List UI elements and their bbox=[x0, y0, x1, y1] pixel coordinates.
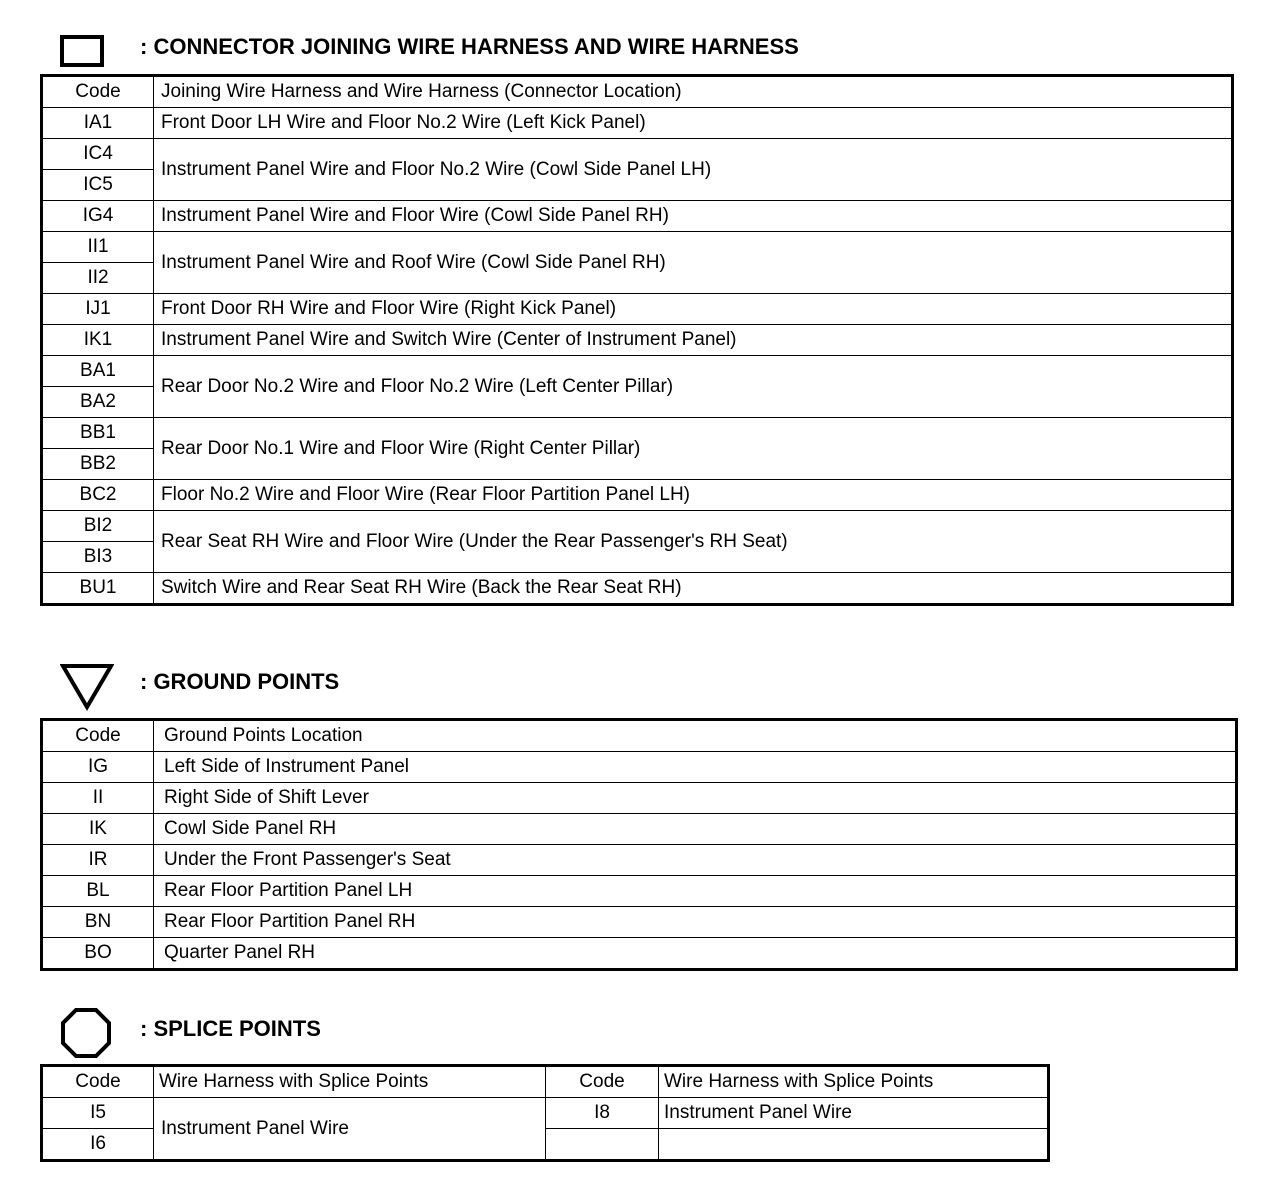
splice-table bbox=[40, 1064, 1050, 1162]
description-cell: Right Side of Shift Lever bbox=[154, 783, 1237, 814]
empty-cell bbox=[546, 1129, 659, 1161]
header-description: Joining Wire Harness and Wire Harness (Connector Location) bbox=[154, 76, 1233, 108]
description-cell: Rear Door No.1 Wire and Floor Wire (Right Center Pillar) bbox=[154, 418, 1233, 480]
table-row bbox=[42, 907, 1237, 938]
description-cell: Instrument Panel Wire and Floor Wire (Cowl Side Panel RH) bbox=[154, 201, 1233, 232]
header-description-2: Wire Harness with Splice Points bbox=[659, 1066, 1049, 1098]
table-row bbox=[42, 938, 1237, 970]
description-cell: Instrument Panel Wire bbox=[659, 1098, 1049, 1129]
code-cell: BA1 bbox=[42, 356, 154, 387]
code-cell: BU1 bbox=[42, 573, 154, 605]
description-cell: Rear Door No.2 Wire and Floor No.2 Wire (Left Center Pillar) bbox=[154, 356, 1233, 418]
header-code-2: Code bbox=[546, 1066, 659, 1098]
description-cell: Instrument Panel Wire and Roof Wire (Cowl Side Panel RH) bbox=[154, 232, 1233, 294]
description-cell: Rear Seat RH Wire and Floor Wire (Under the Rear Passenger's RH Seat) bbox=[154, 511, 1233, 573]
code-cell: IG4 bbox=[42, 201, 154, 232]
header-code: Code bbox=[42, 1066, 154, 1098]
code-cell: BC2 bbox=[42, 480, 154, 511]
description-cell: Under the Front Passenger's Seat bbox=[154, 845, 1237, 876]
table-row bbox=[42, 876, 1237, 907]
header-code: Code bbox=[42, 720, 154, 752]
table-header-row bbox=[42, 720, 1237, 752]
code-cell: IG bbox=[42, 752, 154, 783]
header-description: Wire Harness with Splice Points bbox=[154, 1066, 546, 1098]
code-cell: II bbox=[42, 783, 154, 814]
code-cell: BI2 bbox=[42, 511, 154, 542]
code-cell: BB1 bbox=[42, 418, 154, 449]
code-cell: I5 bbox=[42, 1098, 154, 1129]
table-row bbox=[42, 356, 1233, 387]
code-cell: IR bbox=[42, 845, 154, 876]
table-row bbox=[42, 139, 1233, 170]
header-code: Code bbox=[42, 76, 154, 108]
table-row bbox=[42, 814, 1237, 845]
table-row bbox=[42, 325, 1233, 356]
code-cell: I8 bbox=[546, 1098, 659, 1129]
ground-section-title: : GROUND POINTS bbox=[140, 669, 340, 694]
description-cell: Switch Wire and Rear Seat RH Wire (Back the Rear Seat RH) bbox=[154, 573, 1233, 605]
table-row bbox=[42, 294, 1233, 325]
code-cell: BL bbox=[42, 876, 154, 907]
code-cell: IK1 bbox=[42, 325, 154, 356]
triangle-down-icon bbox=[60, 663, 114, 716]
ground-table bbox=[40, 718, 1238, 971]
code-cell: BB2 bbox=[42, 449, 154, 480]
code-cell: IC4 bbox=[42, 139, 154, 170]
table-header-row bbox=[42, 76, 1233, 108]
description-cell: Floor No.2 Wire and Floor Wire (Rear Floor Partition Panel LH) bbox=[154, 480, 1233, 511]
rectangle-icon bbox=[60, 35, 104, 72]
splice-section-title: : SPLICE POINTS bbox=[140, 1016, 321, 1041]
code-cell: BI3 bbox=[42, 542, 154, 573]
table-row bbox=[42, 573, 1233, 605]
table-row bbox=[42, 845, 1237, 876]
description-cell: Left Side of Instrument Panel bbox=[154, 752, 1237, 783]
table-row bbox=[42, 480, 1233, 511]
table-row bbox=[42, 201, 1233, 232]
code-cell: II1 bbox=[42, 232, 154, 263]
description-cell: Instrument Panel Wire bbox=[154, 1098, 546, 1161]
code-cell: IK bbox=[42, 814, 154, 845]
connector-table bbox=[40, 74, 1234, 606]
code-cell: I6 bbox=[42, 1129, 154, 1161]
header-description: Ground Points Location bbox=[154, 720, 1237, 752]
code-cell: IC5 bbox=[42, 170, 154, 201]
description-cell: Front Door LH Wire and Floor No.2 Wire (Left Kick Panel) bbox=[154, 108, 1233, 139]
description-cell: Cowl Side Panel RH bbox=[154, 814, 1237, 845]
code-cell: II2 bbox=[42, 263, 154, 294]
code-cell: IJ1 bbox=[42, 294, 154, 325]
table-row bbox=[42, 108, 1233, 139]
table-row bbox=[42, 783, 1237, 814]
table-row bbox=[42, 418, 1233, 449]
description-cell: Rear Floor Partition Panel LH bbox=[154, 876, 1237, 907]
table-row bbox=[42, 1098, 1049, 1129]
octagon-icon bbox=[60, 1007, 112, 1064]
table-header-row bbox=[42, 1066, 1049, 1098]
code-cell: BO bbox=[42, 938, 154, 970]
description-cell: Quarter Panel RH bbox=[154, 938, 1237, 970]
description-cell: Instrument Panel Wire and Floor No.2 Wire (Cowl Side Panel LH) bbox=[154, 139, 1233, 201]
table-row bbox=[42, 511, 1233, 542]
description-cell: Rear Floor Partition Panel RH bbox=[154, 907, 1237, 938]
empty-cell bbox=[659, 1129, 1049, 1161]
code-cell: BA2 bbox=[42, 387, 154, 418]
table-row bbox=[42, 232, 1233, 263]
code-cell: IA1 bbox=[42, 108, 154, 139]
description-cell: Front Door RH Wire and Floor Wire (Right Kick Panel) bbox=[154, 294, 1233, 325]
table-row bbox=[42, 752, 1237, 783]
description-cell: Instrument Panel Wire and Switch Wire (Center of Instrument Panel) bbox=[154, 325, 1233, 356]
code-cell: BN bbox=[42, 907, 154, 938]
connector-section-title: : CONNECTOR JOINING WIRE HARNESS AND WIRE HARNESS bbox=[140, 34, 799, 59]
